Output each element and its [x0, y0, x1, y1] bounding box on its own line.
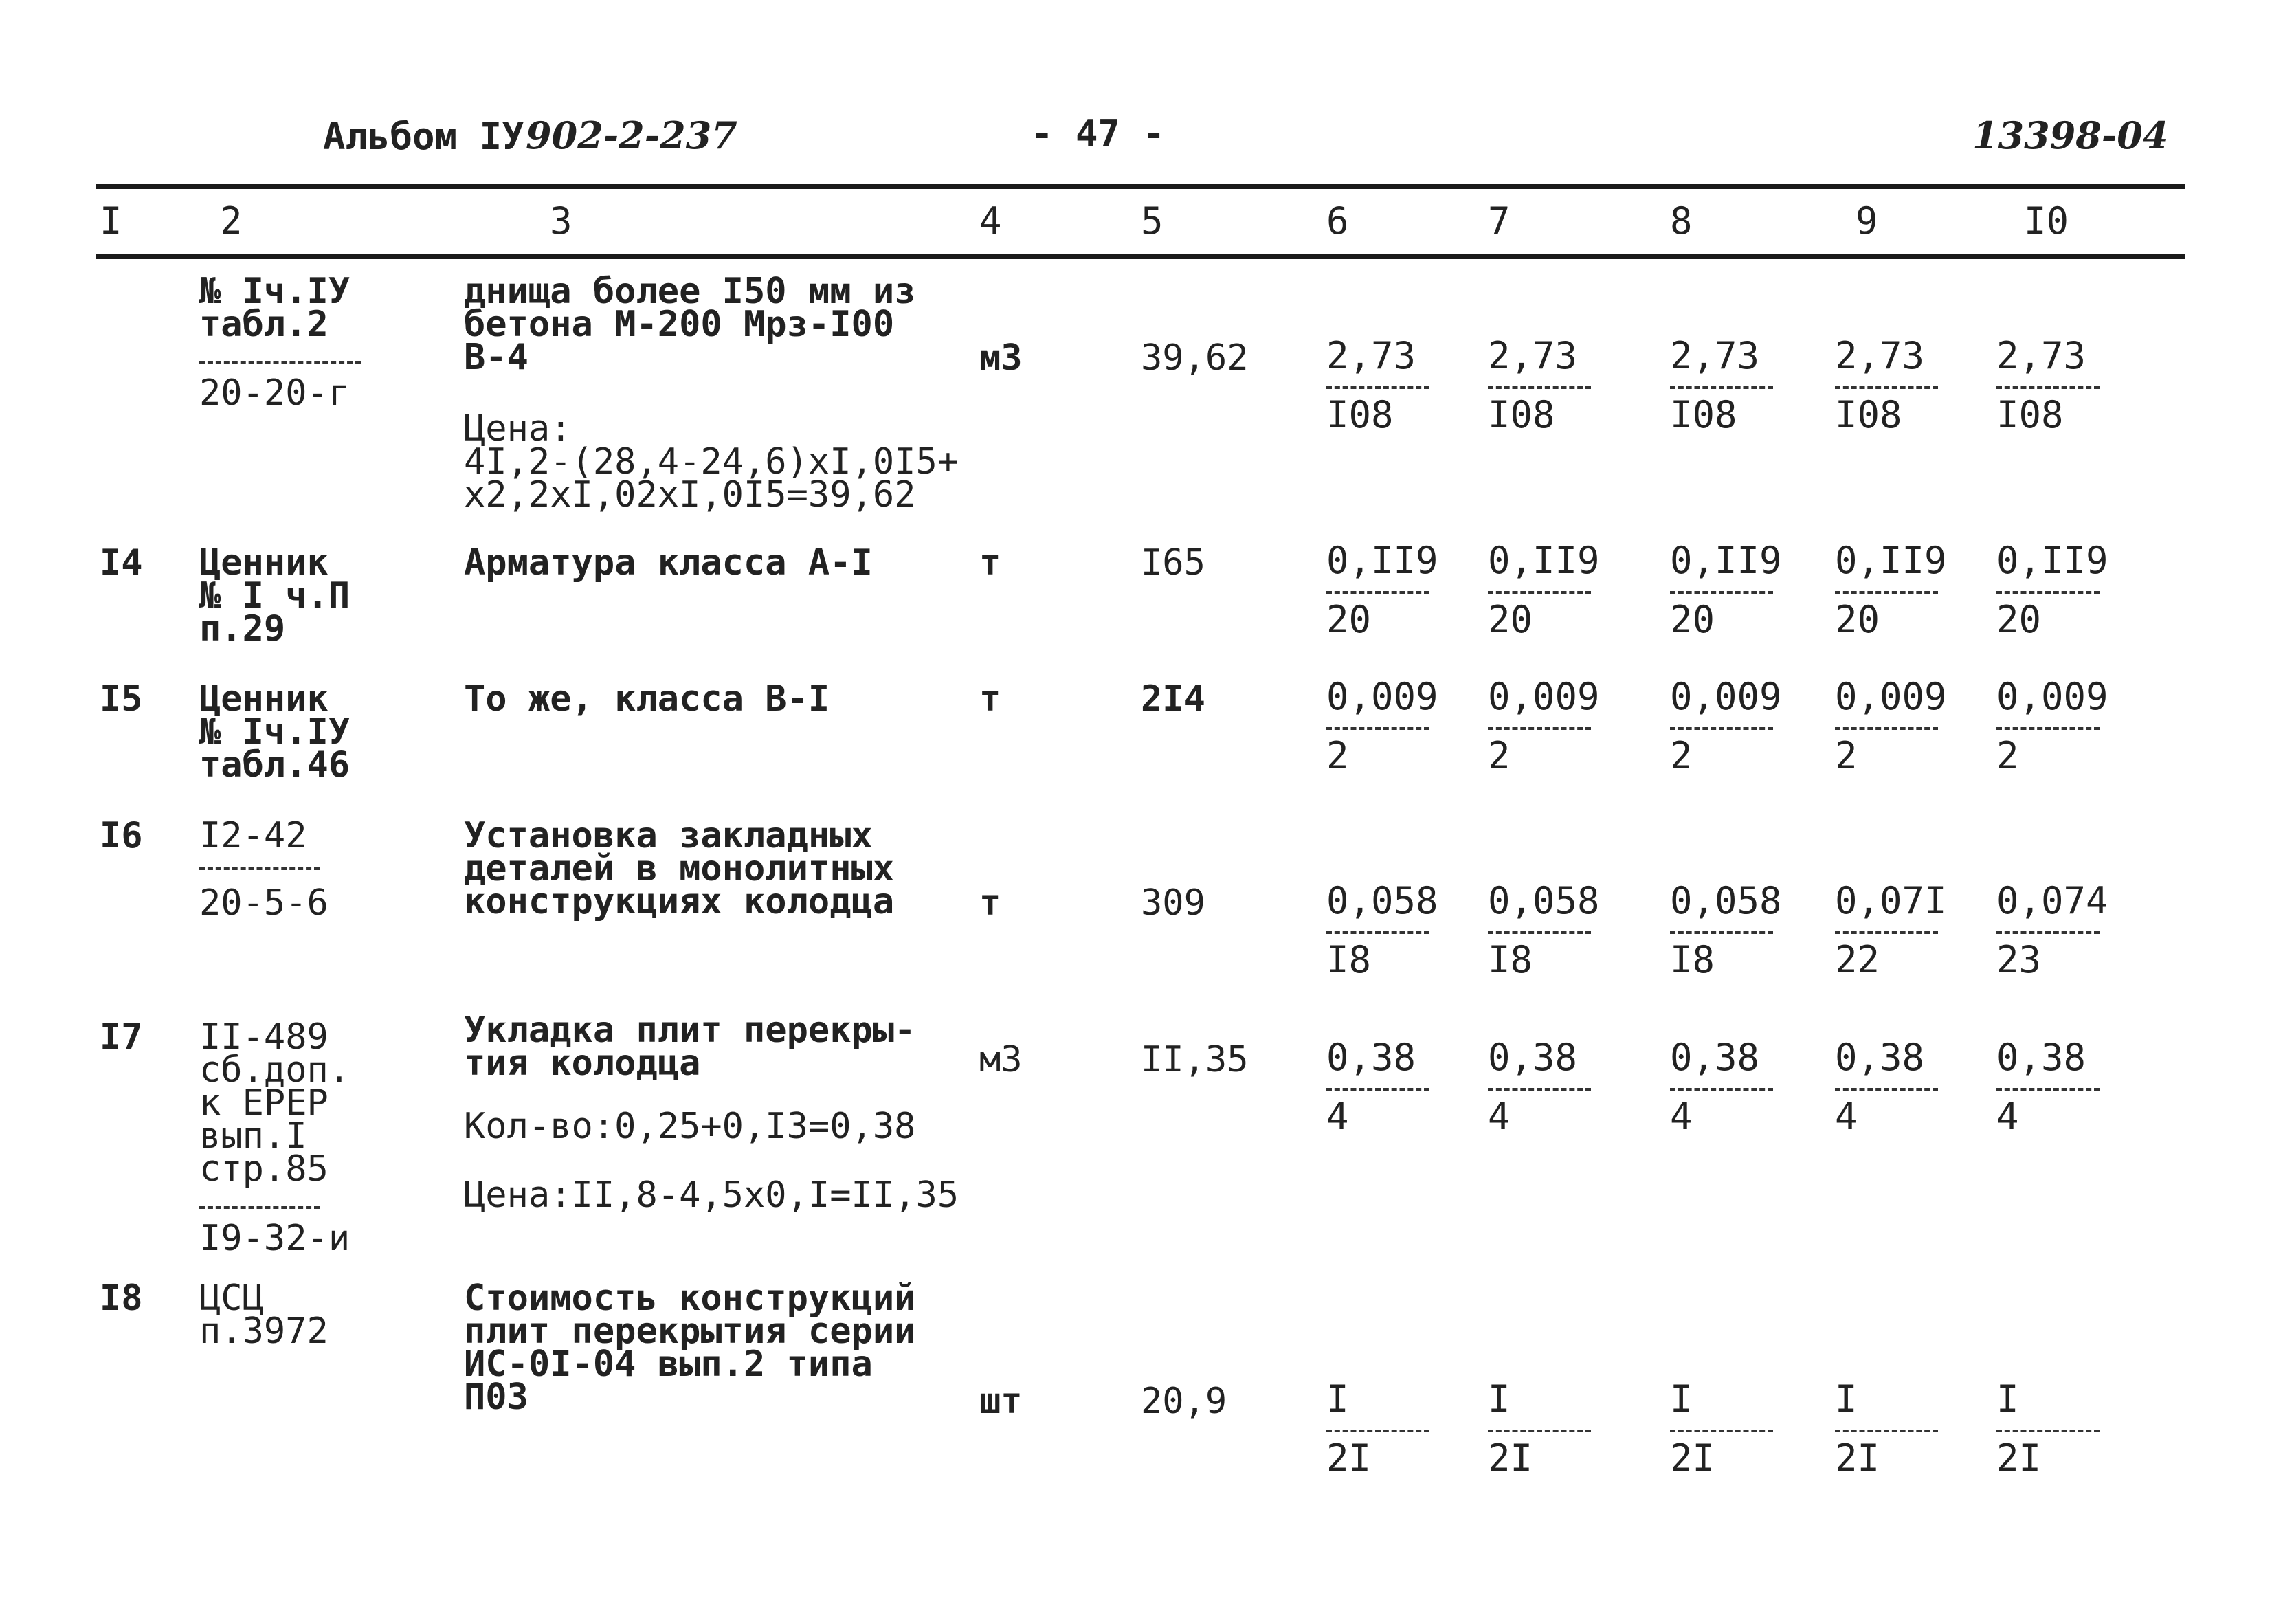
reference-divider [199, 867, 320, 870]
row-number: I4 [100, 542, 143, 583]
cost-value: 2I [1488, 1436, 1533, 1480]
cost-value: 2I [1326, 1436, 1372, 1480]
cost-value: I08 [1488, 393, 1555, 436]
quantity-value: 2,73 [1835, 334, 1925, 377]
cost-value: 23 [1996, 938, 2042, 981]
column-header: 8 [1670, 199, 1693, 243]
unit-price: 309 [1141, 882, 1205, 924]
quantity-value: 0,009 [1996, 675, 2108, 718]
quantity-value: 0,074 [1996, 879, 2108, 922]
cost-value: 20 [1835, 598, 1880, 641]
description-note: Цена: 4I,2-(28,4-24,6)xI,0I5+ x2,2xI,02xI,0I5=39,62 [464, 408, 959, 515]
column-header: I [100, 199, 122, 243]
quantity-value: 0,009 [1835, 675, 1947, 718]
quantity-value: I [1996, 1377, 2019, 1421]
unit: т [979, 542, 1001, 583]
description: Стоимость конструкций плит перекрытия серии ИС-0I-04 вып.2 типа П03 [464, 1278, 916, 1418]
cost-value: 20 [1326, 598, 1372, 641]
reference-sub: I9-32-и [199, 1218, 350, 1259]
cost-value: 2 [1835, 734, 1858, 777]
quantity-fraction [1996, 1379, 2113, 1479]
quantity-fraction [1996, 540, 2113, 641]
cost-value: 2I [1670, 1436, 1715, 1480]
quantity-fraction [1488, 1379, 1605, 1479]
quantity-value: 0,058 [1326, 879, 1438, 922]
cost-value: 4 [1670, 1095, 1693, 1138]
quantity-fraction [1670, 540, 1787, 641]
column-header: I0 [2024, 199, 2069, 243]
cost-value: I08 [1670, 393, 1737, 436]
description: Арматура класса А-I [464, 542, 873, 583]
quantity-fraction [1488, 335, 1605, 436]
quantity-fraction [1326, 1037, 1443, 1137]
quantity-value: 0,009 [1488, 675, 1600, 718]
quantity-fraction [1996, 1037, 2113, 1137]
quantity-value: 0,38 [1488, 1036, 1578, 1079]
quantity-value: 2,73 [1326, 334, 1416, 377]
document-code: 13398-04 [1972, 113, 2169, 157]
quantity-fraction [1835, 335, 1952, 436]
cost-value: 2 [1326, 734, 1349, 777]
table-top-rule [96, 184, 2185, 189]
quantity-fraction [1996, 335, 2113, 436]
quantity-fraction [1835, 540, 1952, 641]
quantity-fraction [1835, 1037, 1952, 1137]
cost-value: 20 [1996, 598, 2042, 641]
cost-value: 22 [1835, 938, 1880, 981]
cost-value: I08 [1996, 393, 2064, 436]
quantity-value: 0,II9 [1326, 539, 1438, 582]
row-number: I6 [100, 815, 143, 856]
column-header: 5 [1141, 199, 1163, 243]
page-number: - 47 - [1031, 112, 1166, 155]
unit: м3 [979, 337, 1023, 379]
quantity-value: I [1326, 1377, 1349, 1421]
cost-value: 4 [1835, 1095, 1858, 1138]
quantity-value: 0,07I [1835, 879, 1947, 922]
quantity-value: 2,73 [1670, 334, 1760, 377]
quantity-fraction [1326, 540, 1443, 641]
description-quantity: Кол-во:0,25+0,I3=0,38 [464, 1106, 916, 1147]
reference: Ценник № I ч.П п.29 [199, 542, 350, 649]
column-header: 2 [220, 199, 243, 243]
description-price: Цена:II,8-4,5x0,I=II,35 [464, 1175, 959, 1216]
column-header: 4 [979, 199, 1002, 243]
reference: Ценник № Iч.IУ табл.46 [199, 678, 350, 786]
reference: II-489 сб.доп. к ЕРЕР вып.I стр.85 [199, 1016, 350, 1190]
quantity-fraction [1835, 1379, 1952, 1479]
quantity-fraction [1996, 880, 2113, 981]
description: То же, класса В-I [464, 678, 830, 720]
cost-value: I8 [1326, 938, 1372, 981]
unit-price: 2I4 [1141, 678, 1205, 720]
album-code: 902-2-237 [526, 113, 737, 157]
quantity-value: 0,009 [1326, 675, 1438, 718]
quantity-value: I [1835, 1377, 1858, 1421]
quantity-value: 0,38 [1670, 1036, 1760, 1079]
cost-value: I08 [1835, 393, 1902, 436]
quantity-fraction [1670, 1037, 1787, 1137]
quantity-value: 2,73 [1996, 334, 2086, 377]
unit-price: 39,62 [1141, 337, 1249, 379]
cost-value: 20 [1670, 598, 1715, 641]
reference-sub: 20-20-г [199, 372, 350, 414]
column-header: 6 [1326, 199, 1349, 243]
unit-price: 20,9 [1141, 1381, 1227, 1422]
cost-value: I8 [1488, 938, 1533, 981]
quantity-value: 0,II9 [1996, 539, 2108, 582]
unit-price: II,35 [1141, 1039, 1249, 1080]
description: днища более I50 мм из бетона М-200 Мрз-I00 В-4 [464, 271, 916, 378]
unit: т [979, 882, 1001, 924]
cost-value: 20 [1488, 598, 1533, 641]
unit: шт [979, 1381, 1023, 1422]
quantity-fraction [1326, 676, 1443, 777]
cost-value: I08 [1326, 393, 1394, 436]
quantity-value: 0,38 [1996, 1036, 2086, 1079]
reference: ЦСЦ п.3972 [199, 1278, 328, 1352]
quantity-value: 0,II9 [1670, 539, 1782, 582]
quantity-value: 0,058 [1488, 879, 1600, 922]
reference-divider [199, 361, 361, 364]
quantity-value: I [1488, 1377, 1511, 1421]
table-header-rule [96, 254, 2185, 259]
unit: т [979, 678, 1001, 720]
row-number: I5 [100, 678, 143, 720]
cost-value: 4 [1996, 1095, 2019, 1138]
quantity-value: 0,II9 [1835, 539, 1947, 582]
quantity-value: 0,38 [1326, 1036, 1416, 1079]
unit-price: I65 [1141, 542, 1205, 583]
cost-value: I8 [1670, 938, 1715, 981]
quantity-fraction [1996, 676, 2113, 777]
cost-value: 2 [1996, 734, 2019, 777]
quantity-value: 0,II9 [1488, 539, 1600, 582]
quantity-fraction [1326, 335, 1443, 436]
quantity-fraction [1488, 880, 1605, 981]
quantity-fraction [1670, 880, 1787, 981]
quantity-fraction [1326, 880, 1443, 981]
quantity-fraction [1670, 335, 1787, 436]
quantity-fraction [1835, 880, 1952, 981]
quantity-value: 0,009 [1670, 675, 1782, 718]
reference-divider [199, 1206, 320, 1209]
quantity-value: I [1670, 1377, 1693, 1421]
cost-value: 2I [1835, 1436, 1880, 1480]
column-header: 9 [1856, 199, 1878, 243]
column-header: 3 [550, 199, 572, 243]
cost-value: 2 [1488, 734, 1511, 777]
unit: м3 [979, 1039, 1023, 1080]
album-label: Альбом IУ [323, 115, 524, 158]
quantity-fraction [1835, 676, 1952, 777]
quantity-fraction [1488, 1037, 1605, 1137]
quantity-fraction [1326, 1379, 1443, 1479]
quantity-value: 2,73 [1488, 334, 1578, 377]
quantity-fraction [1670, 676, 1787, 777]
quantity-fraction [1488, 540, 1605, 641]
quantity-fraction [1670, 1379, 1787, 1479]
quantity-fraction [1488, 676, 1605, 777]
row-number: I7 [100, 1016, 143, 1058]
quantity-value: 0,058 [1670, 879, 1782, 922]
reference-sub: 20-5-6 [199, 882, 328, 924]
description: Установка закладных деталей в монолитных конструкциях колодца [464, 815, 895, 922]
quantity-value: 0,38 [1835, 1036, 1925, 1079]
reference: № Iч.IУ табл.2 [199, 271, 350, 345]
cost-value: 2I [1996, 1436, 2042, 1480]
reference: I2-42 [199, 815, 307, 856]
cost-value: 2 [1670, 734, 1693, 777]
cost-value: 4 [1326, 1095, 1349, 1138]
row-number: I8 [100, 1278, 143, 1319]
description: Укладка плит перекры- тия колодца [464, 1010, 916, 1084]
cost-value: 4 [1488, 1095, 1511, 1138]
column-header: 7 [1488, 199, 1511, 243]
